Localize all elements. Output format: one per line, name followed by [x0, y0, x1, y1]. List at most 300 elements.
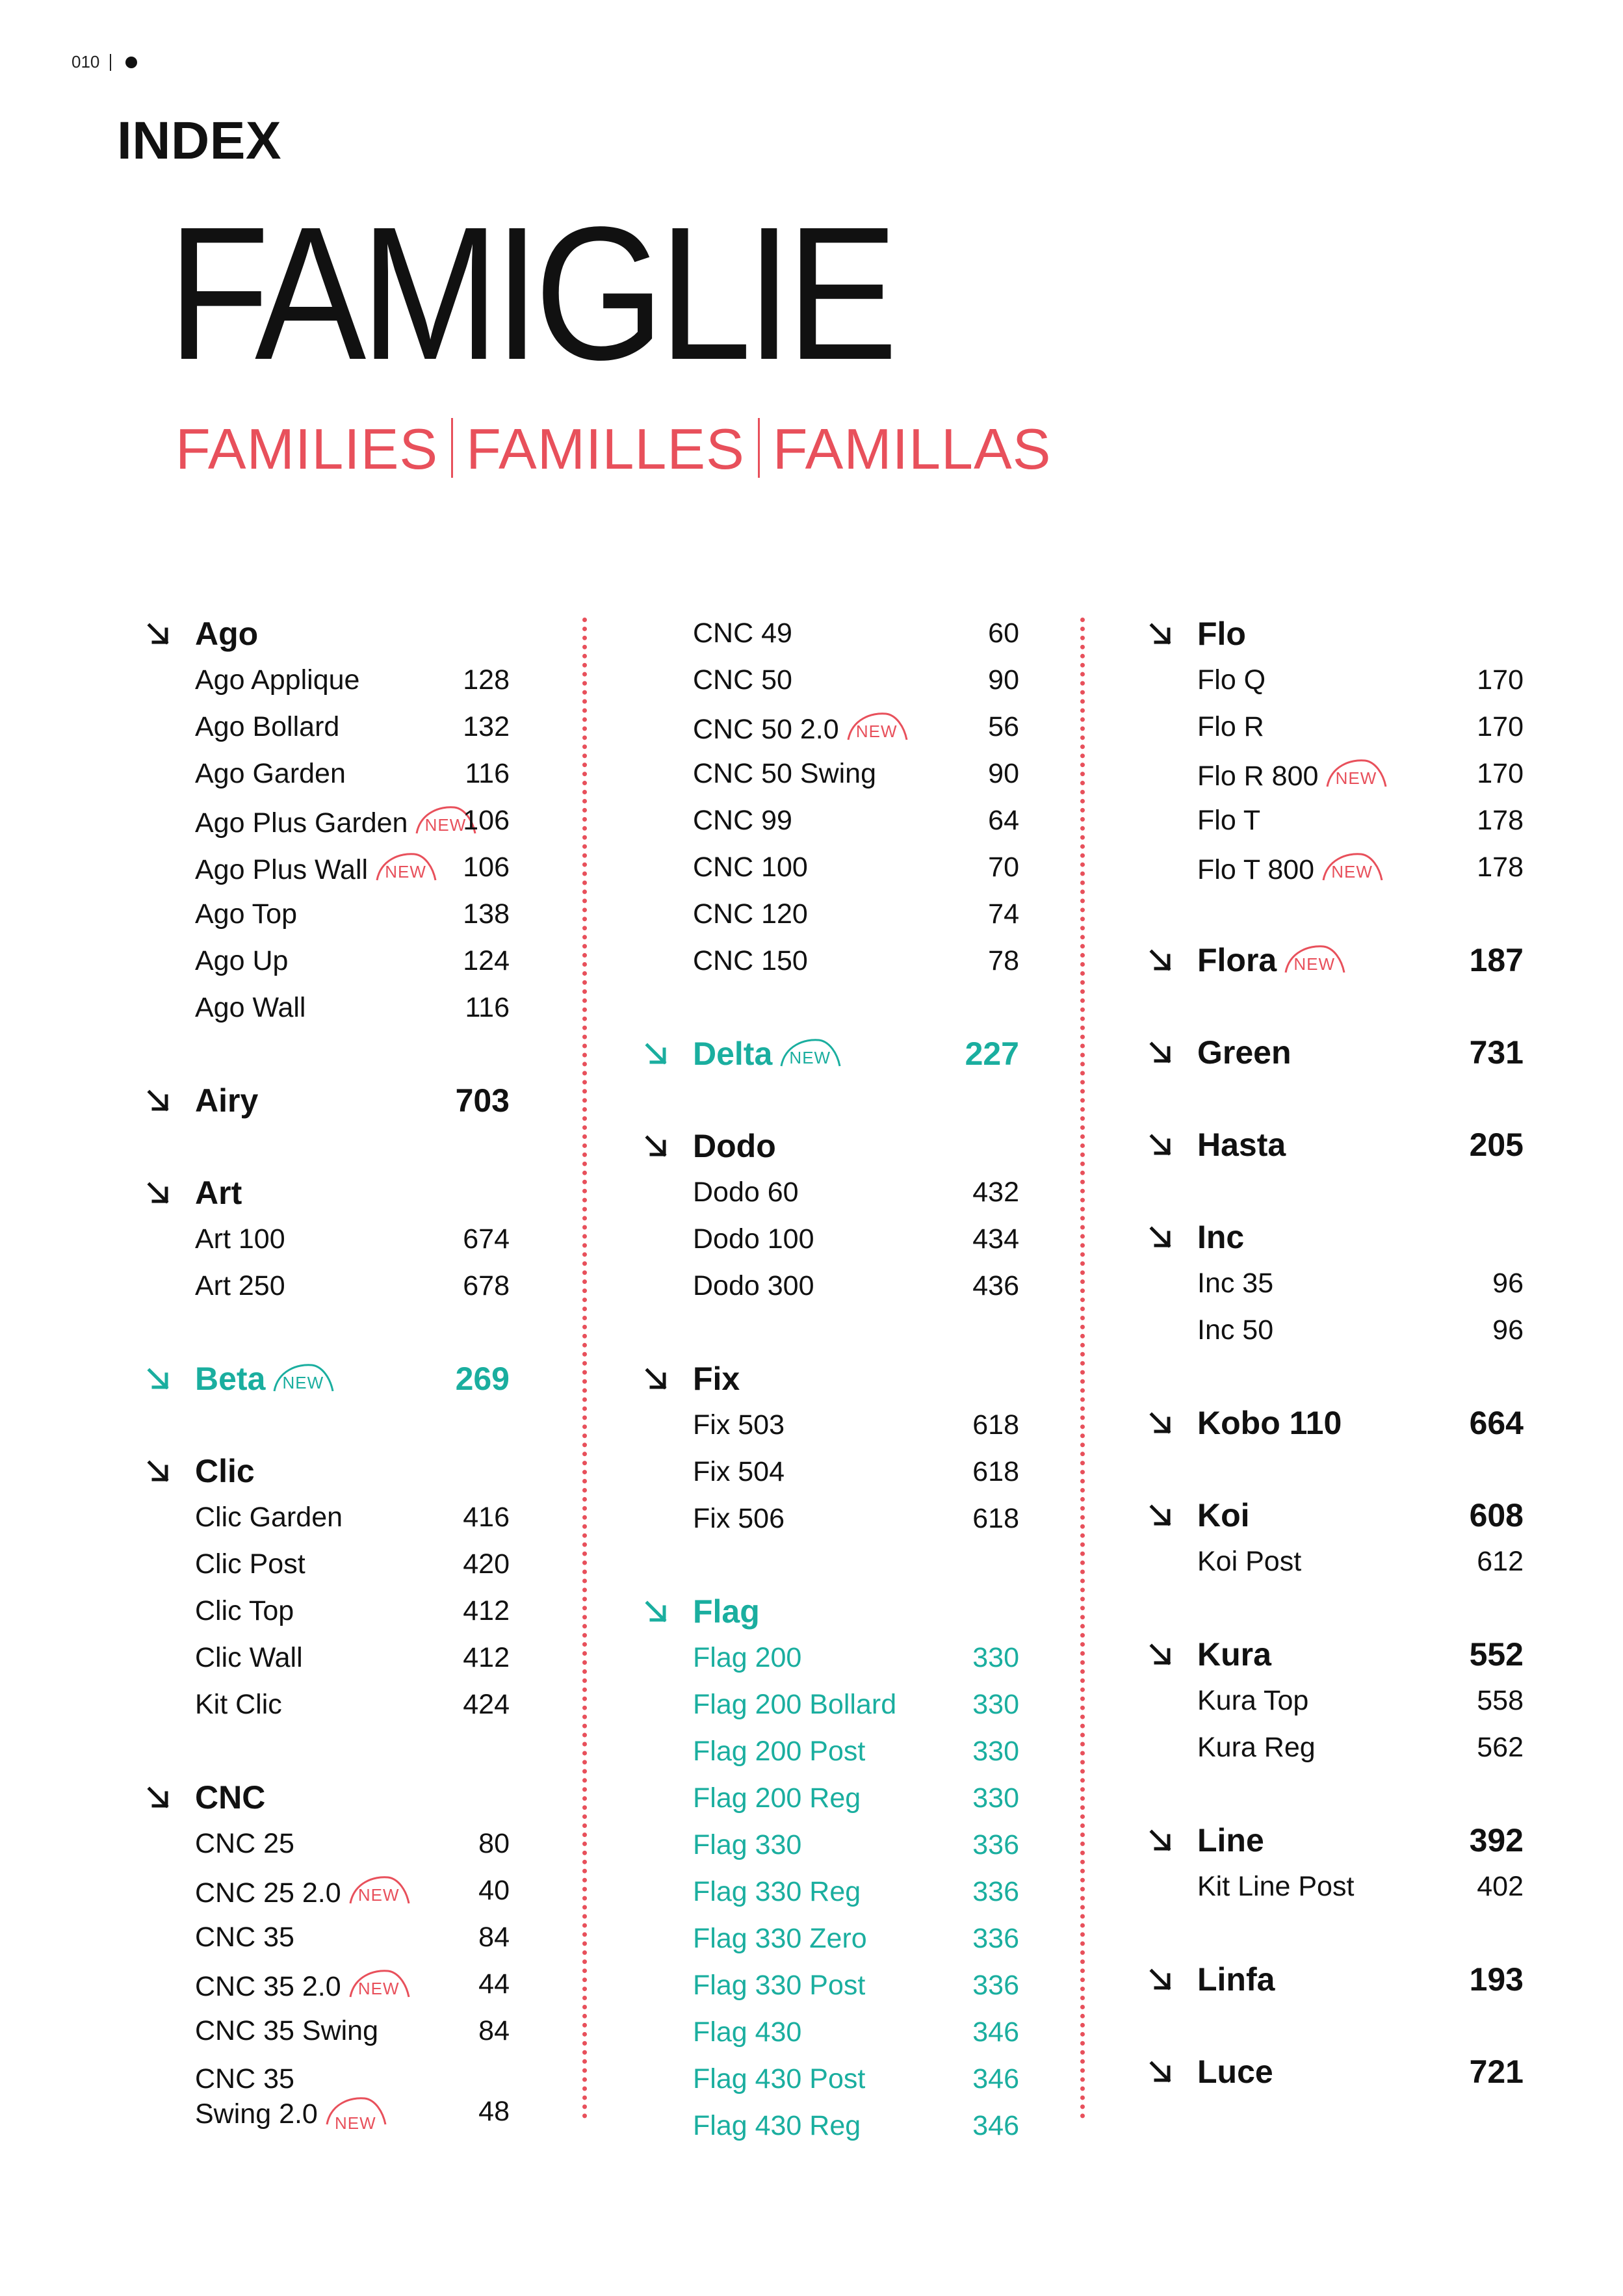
- family-name: [195, 1174, 242, 1212]
- family-name: [195, 1360, 334, 1398]
- index-entry: [1147, 1864, 1524, 1911]
- entry-name: [1197, 852, 1383, 886]
- entry-name: [693, 1270, 814, 1302]
- page-ref: 608: [1469, 1497, 1524, 1533]
- page-ref: 193: [1469, 1961, 1524, 1998]
- page-ref: 70: [988, 852, 1019, 883]
- entry-name: [693, 898, 808, 930]
- entry-name: [693, 758, 876, 790]
- family-heading: [642, 1356, 1019, 1403]
- family-name-text: Flag: [693, 1593, 760, 1630]
- page-ref: 392: [1469, 1822, 1524, 1859]
- index-entry: [642, 658, 1019, 705]
- entry-name-text: CNC 35 2.0: [195, 1971, 341, 2002]
- index-entry: [642, 1963, 1019, 2010]
- entry-name: [693, 1503, 785, 1535]
- separator-bar: [110, 54, 111, 71]
- entry-name: [1197, 1314, 1273, 1346]
- page-ref: 678: [463, 1270, 510, 1301]
- family-name-text: Linfa: [1197, 1961, 1275, 1998]
- page-ref: 336: [972, 1970, 1019, 2001]
- entry-name: [693, 664, 792, 696]
- index-entry: [144, 751, 510, 798]
- entry-name: [693, 1970, 865, 2002]
- family-name-text: Ago: [195, 616, 259, 652]
- page-ref: 40: [478, 1875, 510, 1906]
- arrow-down-right-icon: [1147, 1039, 1175, 1067]
- entry-name-text: CNC 99: [693, 805, 792, 836]
- dotted-divider: [582, 618, 587, 2119]
- index-entry: [1147, 1725, 1524, 1772]
- index-entry: [144, 2009, 510, 2055]
- entry-name-text: Flo R: [1197, 711, 1264, 742]
- subtitle-en: FAMILIES: [175, 417, 439, 481]
- page-ref: 170: [1477, 711, 1524, 742]
- family-name: [195, 1779, 265, 1816]
- entry-name: [693, 1876, 861, 1908]
- entry-name-text: CNC 150: [693, 945, 808, 976]
- arrow-down-right-icon: [642, 1598, 671, 1626]
- page-number-text: 010: [71, 52, 100, 72]
- arrow-down-right-icon: [642, 1040, 671, 1069]
- index-entry: [144, 1217, 510, 1264]
- index-entry: [144, 1821, 510, 1868]
- family-name-text: Beta: [195, 1361, 266, 1397]
- entry-name: [1197, 1546, 1301, 1578]
- entry-name-text: CNC 50: [693, 664, 792, 696]
- index-entry: [1147, 751, 1524, 798]
- entry-name: [693, 2063, 865, 2095]
- entry-name-text: CNC 50 2.0: [693, 714, 839, 745]
- family-heading: [144, 611, 510, 658]
- family-name-text: Hasta: [1197, 1127, 1286, 1163]
- page-ref: 132: [463, 711, 510, 742]
- page-ref: 60: [988, 618, 1019, 649]
- page-ref: 84: [478, 2015, 510, 2046]
- entry-name: [195, 992, 305, 1024]
- index-entry: [144, 1682, 510, 1729]
- arrow-down-right-icon: [1147, 1131, 1175, 1160]
- page-ref: 618: [972, 1456, 1019, 1487]
- entry-name-text: CNC 120: [693, 898, 808, 930]
- entry-name-text: CNC 25 2.0: [195, 1877, 341, 1909]
- entry-name-text: Ago Plus Garden: [195, 807, 408, 839]
- index-entry: [144, 985, 510, 1032]
- arrow-down-right-icon: [144, 1087, 173, 1115]
- page-ref: 96: [1492, 1314, 1524, 1346]
- index-entry: [642, 939, 1019, 985]
- index-entry: [642, 2010, 1019, 2057]
- entry-name-text: Flo T 800: [1197, 854, 1315, 885]
- arrow-down-right-icon: [144, 1179, 173, 1208]
- entry-name: [693, 618, 792, 649]
- new-badge: [1321, 852, 1383, 881]
- index-entry: [642, 611, 1019, 658]
- index-entry: [144, 658, 510, 705]
- page-ref: 106: [463, 852, 510, 883]
- new-badge: [348, 1875, 410, 1905]
- family-name: [195, 1082, 258, 1119]
- page-ref: 330: [972, 1736, 1019, 1767]
- family-heading: [144, 1448, 510, 1495]
- family-name: [195, 1452, 255, 1490]
- entry-name-text: Kura Top: [1197, 1685, 1309, 1716]
- page-ref: 346: [972, 2063, 1019, 2094]
- entry-name-text: Flag 330 Reg: [693, 1876, 861, 1907]
- index-entry: [642, 798, 1019, 845]
- index-entry: [144, 1495, 510, 1542]
- entry-name: [195, 898, 297, 930]
- page-ref: 402: [1477, 1871, 1524, 1902]
- family-name: [693, 1035, 841, 1073]
- entry-name: [195, 1689, 282, 1721]
- arrow-down-right-icon: [1147, 1409, 1175, 1438]
- page-ref: 562: [1477, 1732, 1524, 1763]
- page-ref: 618: [972, 1503, 1019, 1534]
- family-heading: [1147, 1632, 1524, 1678]
- entry-name: [195, 1875, 410, 1909]
- index-entry: [144, 1868, 510, 1915]
- subtitle-fr: FAMILLES: [466, 417, 745, 481]
- entry-name-text: Ago Up: [195, 945, 289, 976]
- family-name: [1197, 1126, 1286, 1164]
- index-entry: [144, 845, 510, 892]
- entry-name-text: Inc 35: [1197, 1268, 1274, 1299]
- index-entry: [642, 892, 1019, 939]
- entry-name-text: CNC 35: [195, 1922, 294, 1953]
- entry-name-text: Flag 330: [693, 1829, 802, 1860]
- entry-name-text: Dodo 60: [693, 1177, 799, 1208]
- index-entry: [642, 1823, 1019, 1870]
- entry-name: [1197, 805, 1260, 837]
- new-badge-label: NEW: [855, 722, 898, 741]
- entry-name-text: Kit Clic: [195, 1689, 282, 1720]
- index-entry: [1147, 798, 1524, 845]
- page-ref: 346: [972, 2110, 1019, 2141]
- index-entry: [1147, 658, 1524, 705]
- entry-name-text: Dodo 100: [693, 1223, 814, 1255]
- entry-name-text: Ago Plus Wall: [195, 854, 369, 885]
- entry-name-text: Flag 330 Zero: [693, 1923, 867, 1954]
- entry-name: [195, 1642, 303, 1674]
- arrow-down-right-icon: [1147, 2058, 1175, 2087]
- page-ref: 336: [972, 1923, 1019, 1954]
- entry-name-text: Flo T: [1197, 805, 1261, 836]
- entry-name: [1197, 758, 1387, 792]
- entry-name-text: Flag 200 Post: [693, 1736, 866, 1767]
- page-ref: 330: [972, 1689, 1019, 1720]
- index-entry: [144, 1962, 510, 2009]
- page-ref: 44: [478, 1968, 510, 2000]
- page-ref: 106: [463, 805, 510, 836]
- entry-name-text: Ago Wall: [195, 992, 306, 1023]
- entry-name-text: Kit Line Post: [1197, 1871, 1355, 1902]
- page-ref: 664: [1469, 1405, 1524, 1441]
- page-ref: 330: [972, 1782, 1019, 1814]
- page-ref: 412: [463, 1595, 510, 1626]
- index-entry: [642, 705, 1019, 751]
- page-ref: 116: [465, 992, 510, 1023]
- page-number: [71, 52, 137, 72]
- index-entry: [144, 1542, 510, 1589]
- page-ref: 346: [972, 2016, 1019, 2048]
- entry-name: [693, 1177, 799, 1208]
- entry-name: [1197, 1268, 1273, 1299]
- page-ref: 432: [972, 1177, 1019, 1208]
- entry-name-text: CNC 100: [693, 852, 808, 883]
- page-ref: 731: [1469, 1034, 1524, 1071]
- page-ref: 612: [1477, 1546, 1524, 1577]
- entry-name-text: Art 100: [195, 1223, 285, 1255]
- page-ref: 205: [1469, 1127, 1524, 1163]
- entry-name: [195, 1828, 294, 1860]
- entry-name: [693, 1223, 814, 1255]
- new-badge: [779, 1037, 841, 1067]
- entry-name: [693, 1642, 801, 1674]
- entry-name-text: Clic Wall: [195, 1642, 303, 1673]
- index-entry: [1147, 1539, 1524, 1586]
- page-ref: 552: [1469, 1636, 1524, 1673]
- page-ref: 336: [972, 1829, 1019, 1860]
- subtitle-separator: [758, 418, 760, 478]
- entry-name-text: Flag 430 Reg: [693, 2110, 861, 2141]
- index-entry: [642, 1170, 1019, 1217]
- page-ref: 436: [972, 1270, 1019, 1301]
- entry-name-text: Flag 200: [693, 1642, 802, 1673]
- entry-name: [195, 711, 339, 743]
- entry-name-text: Ago Applique: [195, 664, 360, 696]
- entry-name-text: Clic Garden: [195, 1502, 343, 1533]
- index-entry: [642, 1776, 1019, 1823]
- family-name: [1197, 1636, 1271, 1673]
- entry-name: [693, 2016, 801, 2048]
- family-heading: [1147, 1957, 1524, 2003]
- index-entry: [642, 2104, 1019, 2150]
- family-heading: [1147, 1214, 1524, 1261]
- arrow-down-right-icon: [1147, 620, 1175, 649]
- entry-name-text: Flag 330 Post: [693, 1970, 866, 2001]
- arrow-down-right-icon: [144, 1784, 173, 1812]
- page-title: FAMIGLIE: [168, 187, 892, 399]
- entry-name-text: CNC 49: [693, 618, 792, 649]
- family-heading: [1147, 611, 1524, 658]
- new-badge: [1325, 758, 1387, 788]
- dotted-divider: [1080, 618, 1085, 2119]
- new-badge: [846, 711, 908, 741]
- new-badge-label: NEW: [335, 2113, 376, 2133]
- entry-name-text: Fix 503: [693, 1409, 785, 1441]
- entry-name: [1197, 711, 1264, 743]
- new-badge-label: NEW: [357, 1885, 400, 1905]
- entry-name-text: Fix 504: [693, 1456, 785, 1487]
- new-badge: [324, 2096, 387, 2133]
- arrow-down-right-icon: [144, 620, 173, 649]
- page-ref: 170: [1477, 758, 1524, 789]
- entry-name: [195, 805, 476, 839]
- family-name-text: Green: [1197, 1034, 1292, 1071]
- page-ref: 96: [1492, 1268, 1524, 1299]
- index-entry: [1147, 1308, 1524, 1355]
- index-entry: [642, 1403, 1019, 1450]
- page-ref: 56: [988, 711, 1019, 742]
- family-name-text: Line: [1197, 1822, 1264, 1859]
- index-entry: [642, 1682, 1019, 1729]
- family-name: [1197, 1961, 1275, 1998]
- family-name-text: Art: [195, 1175, 242, 1211]
- entry-name-text: Clic Post: [195, 1548, 305, 1580]
- page-ref: 674: [463, 1223, 510, 1255]
- new-badge-label: NEW: [424, 815, 467, 835]
- arrow-down-right-icon: [1147, 1223, 1175, 1252]
- entry-name: [693, 2110, 861, 2142]
- index-entry: [642, 1496, 1019, 1543]
- index-entry: [144, 939, 510, 985]
- index-entry: [1147, 1261, 1524, 1308]
- entry-name: [195, 1223, 285, 1255]
- entry-name-text: Clic Top: [195, 1595, 294, 1626]
- family-name-text: Dodo: [693, 1128, 776, 1164]
- entry-name-text: Inc 50: [1197, 1314, 1274, 1346]
- entry-name: [693, 1456, 785, 1488]
- entry-name: [693, 711, 908, 746]
- page-ref: 721: [1469, 2054, 1524, 2090]
- entry-name: [195, 945, 288, 977]
- page-ref: 336: [972, 1876, 1019, 1907]
- entry-name-text: Kura Reg: [1197, 1732, 1316, 1763]
- entry-name: [693, 1409, 785, 1441]
- arrow-down-right-icon: [1147, 1502, 1175, 1530]
- family-name: [1197, 1034, 1292, 1071]
- family-heading: [144, 1170, 510, 1217]
- page-ref: 80: [478, 1828, 510, 1859]
- page-ref: 64: [988, 805, 1019, 836]
- index-entry: [642, 2057, 1019, 2104]
- entry-name: [195, 1502, 343, 1533]
- page-ref: 48: [478, 2096, 510, 2127]
- entry-name: [693, 945, 808, 977]
- entry-name: [1197, 664, 1266, 696]
- index-entry: [642, 1870, 1019, 1916]
- page-ref: 170: [1477, 664, 1524, 696]
- page-ref: 128: [463, 664, 510, 696]
- family-name: [195, 615, 258, 653]
- entry-name: [693, 852, 808, 883]
- page-ref: 90: [988, 758, 1019, 789]
- arrow-down-right-icon: [144, 1365, 173, 1394]
- index-entry: [144, 705, 510, 751]
- family-name: [1197, 941, 1345, 979]
- family-heading: [642, 1123, 1019, 1170]
- family-name-text: Flora: [1197, 942, 1277, 978]
- page-ref: 178: [1477, 852, 1524, 883]
- page-ref: 187: [1469, 942, 1524, 978]
- entry-name-text: CNC 35 Swing: [195, 2015, 378, 2046]
- page-ref: 703: [455, 1082, 510, 1119]
- index-entry: [642, 845, 1019, 892]
- page-ref: 618: [972, 1409, 1019, 1441]
- new-badge: [1283, 944, 1345, 974]
- new-badge-label: NEW: [1335, 768, 1377, 788]
- entry-name: [195, 664, 359, 696]
- arrow-down-right-icon: [642, 1365, 671, 1394]
- entry-name-text: Fix 506: [693, 1503, 785, 1534]
- new-badge-label: NEW: [385, 862, 426, 881]
- entry-name-line2-text: Swing 2.0: [195, 2098, 318, 2130]
- index-entry: [642, 751, 1019, 798]
- subtitle-separator: [451, 418, 453, 478]
- page-ref: 330: [972, 1642, 1019, 1673]
- entry-name: [693, 1782, 861, 1814]
- page-ref: 124: [463, 945, 510, 976]
- bullet-dot-icon: [125, 57, 137, 68]
- new-badge: [374, 852, 437, 881]
- arrow-down-right-icon: [1147, 946, 1175, 975]
- entry-name: [693, 805, 792, 837]
- entry-name: [195, 2015, 378, 2047]
- family-name-text: Kura: [1197, 1636, 1271, 1673]
- section-title: INDEX: [117, 111, 282, 170]
- arrow-down-right-icon: [144, 1457, 173, 1486]
- family-heading: [1147, 1400, 1524, 1447]
- entry-name-line2: [195, 2096, 387, 2131]
- index-entry: [1147, 1678, 1524, 1725]
- entry-name-text: Art 250: [195, 1270, 285, 1301]
- index-entry: [642, 1217, 1019, 1264]
- family-heading: [1147, 1493, 1524, 1539]
- page-ref: 269: [455, 1361, 510, 1397]
- arrow-down-right-icon: [642, 1132, 671, 1161]
- family-heading: [1147, 2049, 1524, 2096]
- family-name: [693, 1127, 776, 1165]
- page-ref: 434: [972, 1223, 1019, 1255]
- family-name: [1197, 1821, 1264, 1859]
- page-ref: 227: [965, 1036, 1019, 1072]
- family-name-text: Airy: [195, 1082, 259, 1119]
- family-name: [1197, 1218, 1244, 1256]
- family-name: [693, 1360, 740, 1398]
- page-ref: 74: [988, 898, 1019, 930]
- new-badge: [272, 1363, 334, 1392]
- entry-name-text: CNC 50 Swing: [693, 758, 876, 789]
- family-name-text: Luce: [1197, 2054, 1273, 2090]
- index-entry: [642, 1636, 1019, 1682]
- family-heading: [1147, 1030, 1524, 1076]
- family-heading: [144, 1078, 510, 1125]
- entry-name: [693, 1689, 896, 1721]
- index-entry: [144, 1636, 510, 1682]
- index-entry: [642, 1916, 1019, 1963]
- entry-name: [195, 1270, 285, 1302]
- entry-name-text: Flo Q: [1197, 664, 1266, 696]
- new-badge-label: NEW: [789, 1048, 831, 1067]
- family-name-text: Delta: [693, 1036, 773, 1072]
- index-entry: [144, 1264, 510, 1311]
- family-name-text: Koi: [1197, 1497, 1250, 1533]
- new-badge-label: NEW: [1293, 954, 1336, 974]
- index-entry: [642, 1264, 1019, 1311]
- entry-name-text: Koi Post: [1197, 1546, 1302, 1577]
- entry-name: [693, 1736, 865, 1768]
- entry-name-text: Flag 430: [693, 2016, 802, 2048]
- family-heading: [144, 1775, 510, 1821]
- family-heading: [642, 1589, 1019, 1636]
- page-ref: 178: [1477, 805, 1524, 836]
- new-badge-label: NEW: [282, 1373, 324, 1392]
- entry-name-text: Ago Bollard: [195, 711, 340, 742]
- new-badge-label: NEW: [1331, 862, 1373, 881]
- family-name: [1197, 1496, 1250, 1534]
- entry-name: [1197, 1871, 1354, 1903]
